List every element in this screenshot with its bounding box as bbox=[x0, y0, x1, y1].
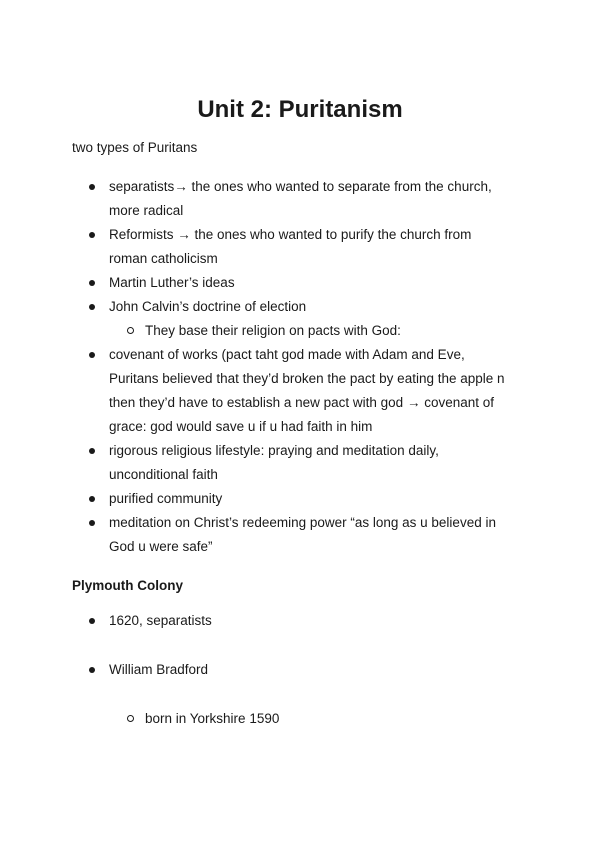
list-item bbox=[0, 511, 509, 559]
list-item bbox=[0, 658, 509, 682]
puritans-list bbox=[0, 175, 509, 559]
list-item bbox=[0, 271, 509, 295]
list-item-text: Reformists → the ones who wanted to purify the church from roman catholicism bbox=[109, 227, 472, 266]
bullet-icon bbox=[89, 304, 95, 310]
list-item bbox=[0, 439, 509, 487]
bullet-icon bbox=[89, 232, 95, 238]
bullet-icon bbox=[89, 352, 95, 358]
bullet-icon bbox=[89, 184, 95, 190]
list-item-text: Martin Luther’s ideas bbox=[109, 275, 235, 290]
section-heading: Plymouth Colony bbox=[72, 578, 183, 593]
list-item-text: separatists→ the ones who wanted to separate from the church, more radical bbox=[109, 179, 492, 218]
list-item bbox=[0, 223, 509, 271]
hollow-bullet-icon bbox=[127, 715, 134, 722]
list-item-text: covenant of works (pact taht god made with Adam and Eve, Puritans believed that they’d broken the pact by eating the apple n then they’d have to establish a new pact with god → covenant of grace: god would save u if u had faith in him bbox=[109, 347, 505, 434]
list-item bbox=[0, 175, 509, 223]
list-item bbox=[0, 295, 509, 319]
list-item-text: John Calvin’s doctrine of election bbox=[109, 299, 307, 314]
list-item-text: born in Yorkshire 1590 bbox=[145, 711, 280, 726]
bullet-icon bbox=[89, 448, 95, 454]
bullet-icon bbox=[89, 496, 95, 502]
bullet-icon bbox=[89, 520, 95, 526]
bullet-icon bbox=[89, 618, 95, 624]
intro-text: two types of Puritans bbox=[72, 140, 198, 155]
list-item-text: 1620, separatists bbox=[109, 613, 212, 628]
list-item bbox=[0, 609, 509, 633]
page-title: Unit 2: Puritanism bbox=[197, 96, 403, 123]
sub-list-item bbox=[0, 319, 505, 343]
list-item-text: rigorous religious lifestyle: praying and meditation daily, unconditional faith bbox=[109, 443, 439, 482]
sub-list-item bbox=[0, 707, 505, 731]
list-item-text: They base their religion on pacts with God: bbox=[145, 323, 401, 338]
plymouth-list bbox=[0, 609, 509, 731]
hollow-bullet-icon bbox=[127, 327, 134, 334]
list-item-text: William Bradford bbox=[109, 662, 209, 677]
list-item bbox=[0, 343, 509, 439]
list-item-text: meditation on Christ’s redeeming power “as long as u believed in God u were safe” bbox=[109, 515, 496, 554]
bullet-icon bbox=[89, 280, 95, 286]
bullet-icon bbox=[89, 667, 95, 673]
list-item-text: purified community bbox=[109, 491, 223, 506]
list-item bbox=[0, 487, 509, 511]
